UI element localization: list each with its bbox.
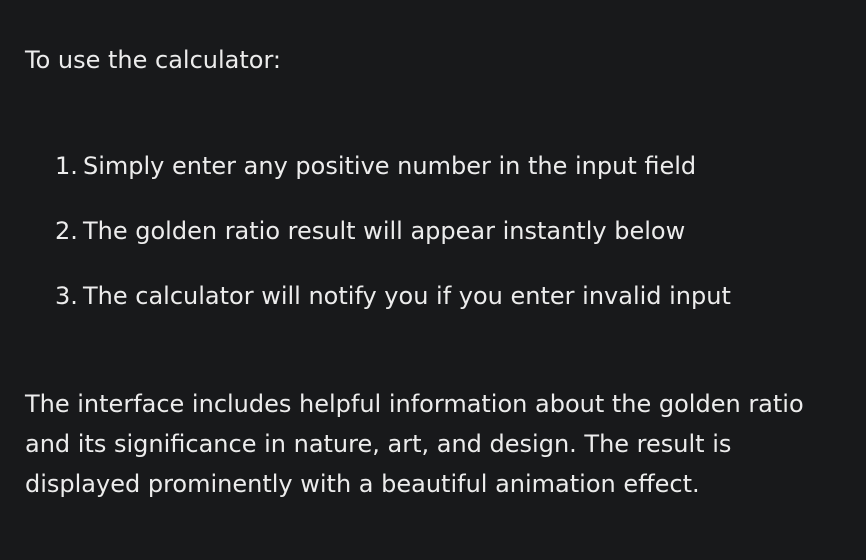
summary-paragraph <box>25 384 861 504</box>
instruction-number: 3. <box>55 282 78 310</box>
summary-line: The interface includes helpful information about the golden ratio <box>25 390 804 418</box>
instruction-item <box>55 280 731 345</box>
instruction-list <box>55 150 731 345</box>
instruction-number: 1. <box>55 152 78 180</box>
instruction-text: The calculator will notify you if you enter invalid input <box>83 282 731 310</box>
instruction-number: 2. <box>55 217 78 245</box>
summary-line: displayed prominently with a beautiful animation effect. <box>25 470 700 498</box>
instruction-item <box>55 215 731 280</box>
instruction-item <box>55 150 731 215</box>
instruction-text: The golden ratio result will appear instantly below <box>83 217 686 245</box>
summary-line: and its significance in nature, art, and design. The result is <box>25 430 732 458</box>
instruction-text: Simply enter any positive number in the input field <box>83 152 697 180</box>
intro-text: To use the calculator: <box>25 46 281 74</box>
